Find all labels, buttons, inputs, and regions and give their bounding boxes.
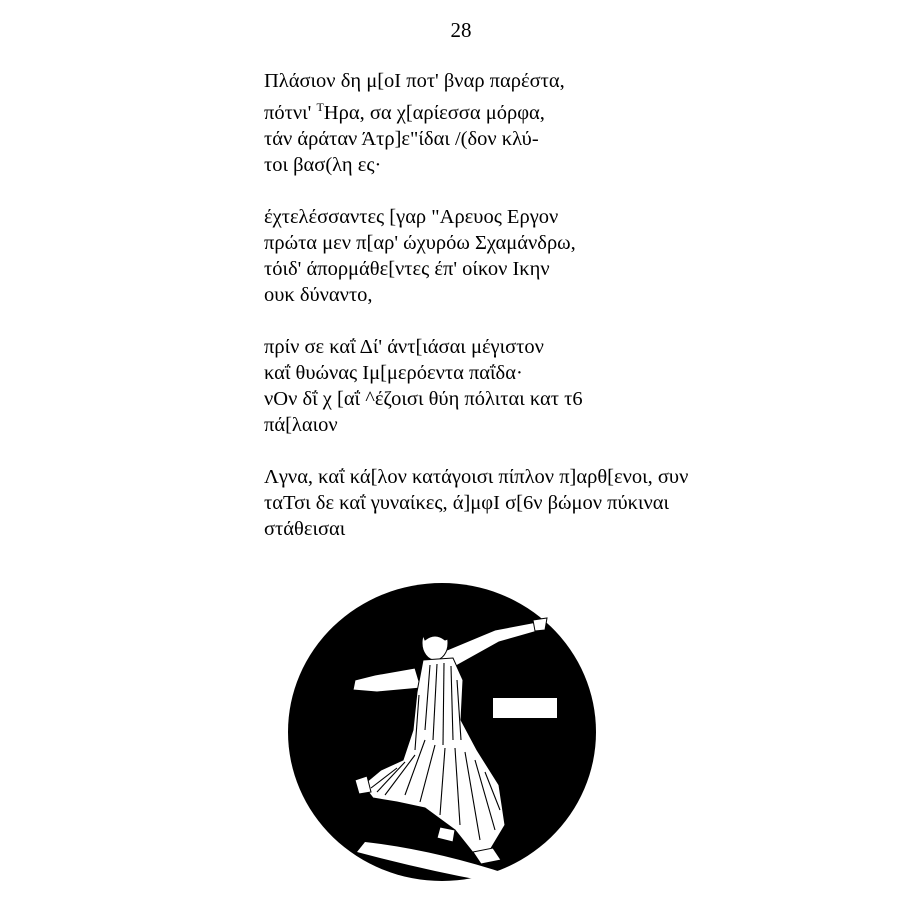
poem-line: πρώτα μεν π[αρ' ώχυρόω Σχαμάνδρω, bbox=[264, 232, 576, 254]
stanza-3 bbox=[264, 334, 904, 438]
poem-line: τάν άράταν Άτρ]ε"ίδαι /(δον κλύ- bbox=[264, 128, 539, 150]
line-segment: Ηρα, σα χ[αρίεσσα μόρφα, bbox=[323, 102, 545, 124]
stanza-1 bbox=[264, 68, 904, 178]
poem-line: καΐ θυώνας Ιμ[μερόεντα παΐδα· bbox=[264, 362, 523, 384]
poem-line: έχτελέσσαντες [γαρ "Αρευος Εργον bbox=[264, 206, 559, 228]
superscript-letter: Τ bbox=[316, 100, 324, 114]
page-number: 28 bbox=[450, 18, 472, 42]
white-label-patch bbox=[493, 698, 557, 718]
poem-line: ταΤσι δε καΐ γυναίκες, ά]μφΙ σ[6ν βώμον πύκιναι bbox=[264, 492, 670, 514]
poem-line: στάθεισαι bbox=[264, 518, 346, 540]
stanza-2 bbox=[264, 204, 904, 308]
poem-line: πά[λαιον bbox=[264, 414, 338, 436]
poem-text bbox=[264, 68, 904, 568]
line-segment: πότνι' bbox=[264, 102, 317, 124]
poem-line: Λγνα, καΐ κά[λον κατάγοισι πίπλον π]αρθ[ενοι, συν bbox=[264, 466, 689, 488]
poem-line: τοι βασ(λη ες· bbox=[264, 154, 382, 176]
poem-line: τόιδ' άπορμάθε[ντες έπ' οίκον Ικην bbox=[264, 258, 550, 280]
dancer-medallion-illustration bbox=[285, 580, 600, 885]
poem-line: νΟν δΐ χ [αΐ ^έζοισι θύη πόλιται κατ τ6 bbox=[264, 388, 583, 410]
poem-line bbox=[264, 94, 904, 126]
poem-line: ουκ δύναντο, bbox=[264, 284, 373, 306]
stanza-4 bbox=[264, 464, 904, 542]
poem-line: πρίν σε καΐ Δί' άντ[ιάσαι μέγιστον bbox=[264, 336, 544, 358]
poem-line: Πλάσιον δη μ[οΙ ποτ' βναρ παρέστα, bbox=[264, 70, 565, 92]
